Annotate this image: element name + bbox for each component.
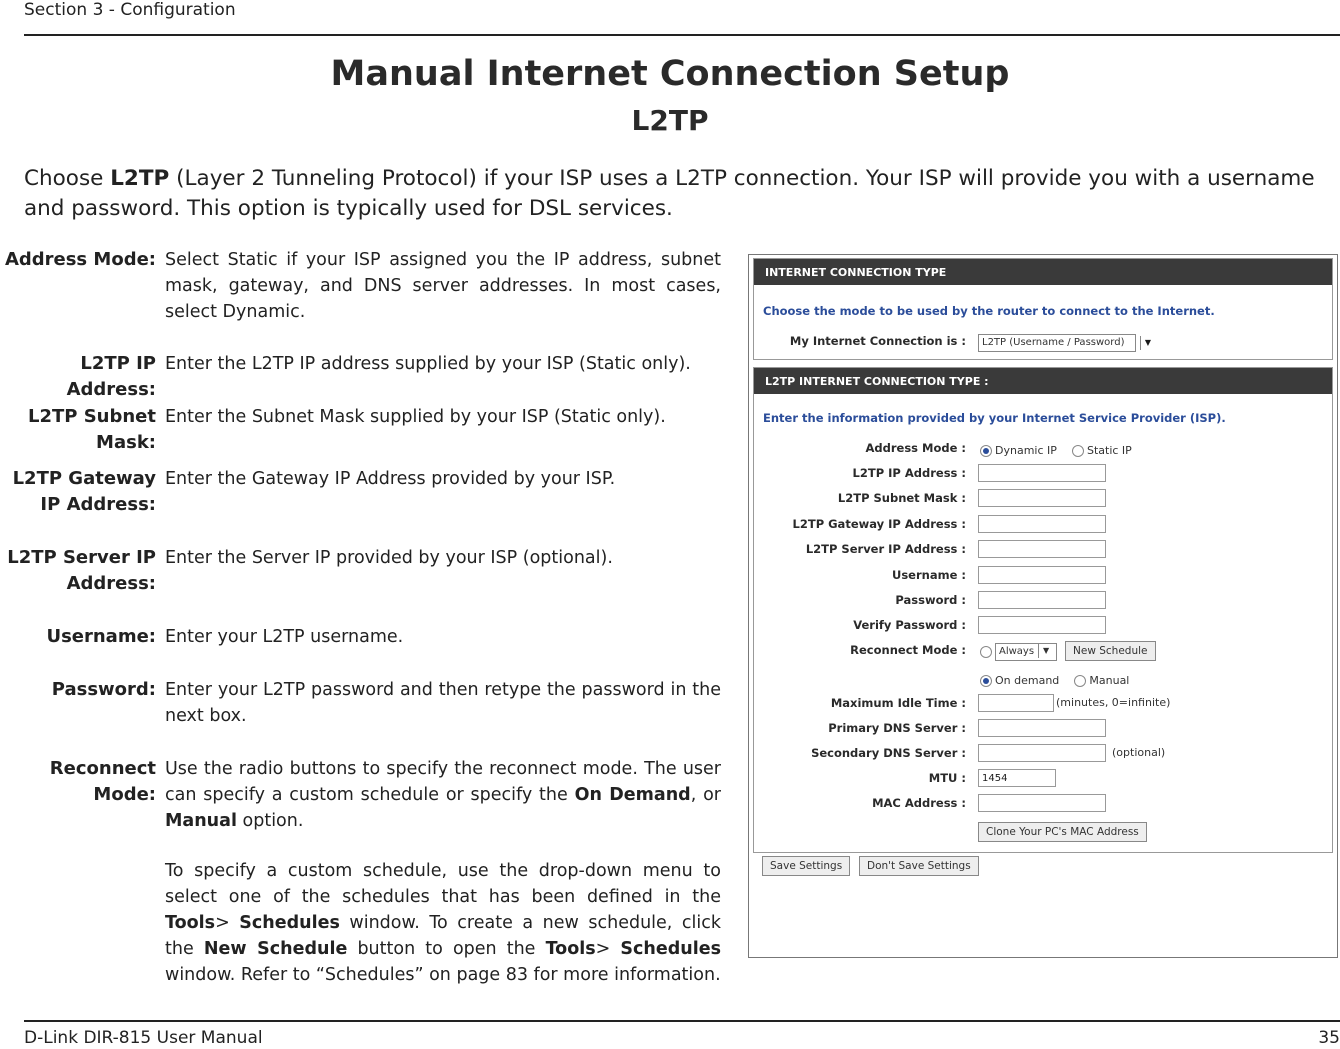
address-mode-label: Address Mode :: [865, 441, 966, 455]
page-title: Manual Internet Connection Setup: [330, 54, 1010, 94]
schedule-select[interactable]: Always ▼: [995, 643, 1057, 661]
on-demand-radio[interactable]: [980, 675, 992, 687]
connection-select-value: L2TP (Username / Password): [982, 336, 1125, 348]
idle-time-hint: (minutes, 0=infinite): [1056, 696, 1171, 709]
desc-password: Enter your L2TP password and then retype the password in the next box.: [165, 680, 721, 726]
desc-address-mode: Select Static if your ISP assigned you the IP address, subnet mask, gateway, and DNS server addresses. In most cases, select Dynamic.: [165, 250, 721, 322]
primary-dns-input[interactable]: [978, 719, 1106, 737]
chevron-down-icon[interactable]: ▼: [1140, 336, 1155, 350]
verify-password-input[interactable]: [978, 616, 1106, 634]
term-reconnect-mode: Reconnect Mode:: [49, 758, 156, 805]
connection-type-panel: [753, 258, 1333, 360]
primary-dns-label: Primary DNS Server :: [828, 721, 966, 735]
desc-l2tp-ip: Enter the L2TP IP address supplied by your ISP (Static only).: [165, 354, 691, 374]
footer-divider: [24, 1020, 1340, 1022]
on-demand-label: On demand: [995, 674, 1060, 687]
desc-reconnect-mode: Use the radio buttons to specify the reconnect mode. The user can specify a custom schedule or specify the On Demand, or Manual option.: [165, 759, 722, 831]
l2tp-ip-input[interactable]: [978, 464, 1106, 482]
clone-mac-button[interactable]: Clone Your PC's MAC Address: [978, 822, 1147, 842]
idle-time-input[interactable]: [978, 694, 1054, 712]
manual-radio[interactable]: [1074, 675, 1086, 687]
static-ip-label: Static IP: [1086, 444, 1132, 457]
dont-save-settings-button[interactable]: Don't Save Settings: [859, 856, 979, 876]
mac-address-input[interactable]: [978, 794, 1106, 812]
mac-address-label: MAC Address :: [872, 796, 966, 810]
save-settings-button[interactable]: Save Settings: [762, 856, 850, 876]
router-ui-screenshot: [748, 254, 1338, 958]
static-ip-radio[interactable]: [1072, 445, 1084, 457]
term-username: Username:: [46, 626, 156, 647]
desc-username: Enter your L2TP username.: [165, 627, 404, 647]
l2tp-settings-description: Enter the information provided by your Internet Service Provider (ISP).: [763, 411, 1226, 425]
chevron-down-icon[interactable]: ▼: [1038, 644, 1053, 658]
desc-custom-schedule: To specify a custom schedule, use the drop-down menu to select one of the schedules that has been defined in the Tools> Schedules window. To create a new schedule, click the New Schedule button to open the Tools> Schedules window. Refer to “Schedules” on page 83 for more information.: [165, 861, 721, 985]
term-address-mode: Address Mode:: [4, 249, 156, 270]
verify-password-label: Verify Password :: [853, 618, 966, 632]
desc-l2tp-server: Enter the Server IP provided by your ISP (optional).: [165, 548, 613, 568]
l2tp-subnet-input[interactable]: [978, 489, 1106, 507]
term-l2tp-server: L2TP Server IP Address:: [7, 547, 156, 594]
manual-label: Manual: [1089, 674, 1130, 687]
dynamic-ip-radio[interactable]: [980, 445, 992, 457]
secondary-dns-hint: (optional): [1112, 746, 1166, 759]
page-subtitle: L2TP: [631, 104, 709, 137]
dynamic-ip-label: Dynamic IP: [995, 444, 1057, 457]
username-label: Username :: [892, 568, 966, 582]
username-input[interactable]: [978, 566, 1106, 584]
l2tp-settings-header: L2TP INTERNET CONNECTION TYPE :: [754, 368, 1332, 394]
l2tp-gateway-input[interactable]: [978, 515, 1106, 533]
footer-manual-title: D-Link DIR-815 User Manual: [24, 1028, 263, 1048]
reconnect-mode-label: Reconnect Mode :: [850, 643, 966, 657]
connection-select[interactable]: [978, 332, 1155, 352]
term-l2tp-ip: L2TP IP Address:: [66, 353, 156, 400]
idle-time-label: Maximum Idle Time :: [830, 696, 966, 710]
term-l2tp-gateway: L2TP Gateway IP Address:: [12, 468, 156, 515]
l2tp-gateway-label: L2TP Gateway IP Address :: [792, 517, 966, 531]
connection-label: My Internet Connection is :: [789, 334, 966, 348]
l2tp-server-input[interactable]: [978, 540, 1106, 558]
l2tp-server-label: L2TP Server IP Address :: [805, 542, 966, 556]
reconnect-always-row: [980, 641, 1057, 661]
l2tp-ip-label: L2TP IP Address :: [852, 466, 966, 480]
secondary-dns-input[interactable]: [978, 744, 1106, 762]
password-label: Password :: [895, 593, 966, 607]
reconnect-demand-row: [980, 670, 1139, 689]
connection-type-description: Choose the mode to be used by the router to connect to the Internet.: [763, 304, 1215, 318]
always-radio[interactable]: [980, 646, 992, 658]
intro-paragraph: Choose L2TP (Layer 2 Tunneling Protocol) if your ISP uses a L2TP connection. Your ISP will provide you with a username and password. This option is typically used for DSL services.: [24, 166, 1315, 221]
header-divider: [24, 34, 1340, 36]
l2tp-settings-panel: [753, 367, 1333, 853]
page-number: 35: [1318, 1028, 1340, 1048]
desc-l2tp-gateway: Enter the Gateway IP Address provided by your ISP.: [165, 469, 616, 489]
term-l2tp-subnet: L2TP Subnet Mask:: [27, 406, 156, 453]
password-input[interactable]: [978, 591, 1106, 609]
new-schedule-button[interactable]: New Schedule: [1065, 641, 1156, 661]
address-mode-radios: [980, 440, 1142, 459]
mtu-label: MTU :: [928, 771, 966, 785]
connection-type-header: INTERNET CONNECTION TYPE: [754, 259, 1332, 285]
secondary-dns-label: Secondary DNS Server :: [811, 746, 966, 760]
section-label: Section 3 - Configuration: [24, 0, 236, 20]
l2tp-subnet-label: L2TP Subnet Mask :: [837, 491, 966, 505]
term-password: Password:: [51, 679, 156, 700]
mtu-input[interactable]: 1454: [978, 769, 1056, 787]
desc-l2tp-subnet: Enter the Subnet Mask supplied by your ISP (Static only).: [165, 407, 666, 427]
